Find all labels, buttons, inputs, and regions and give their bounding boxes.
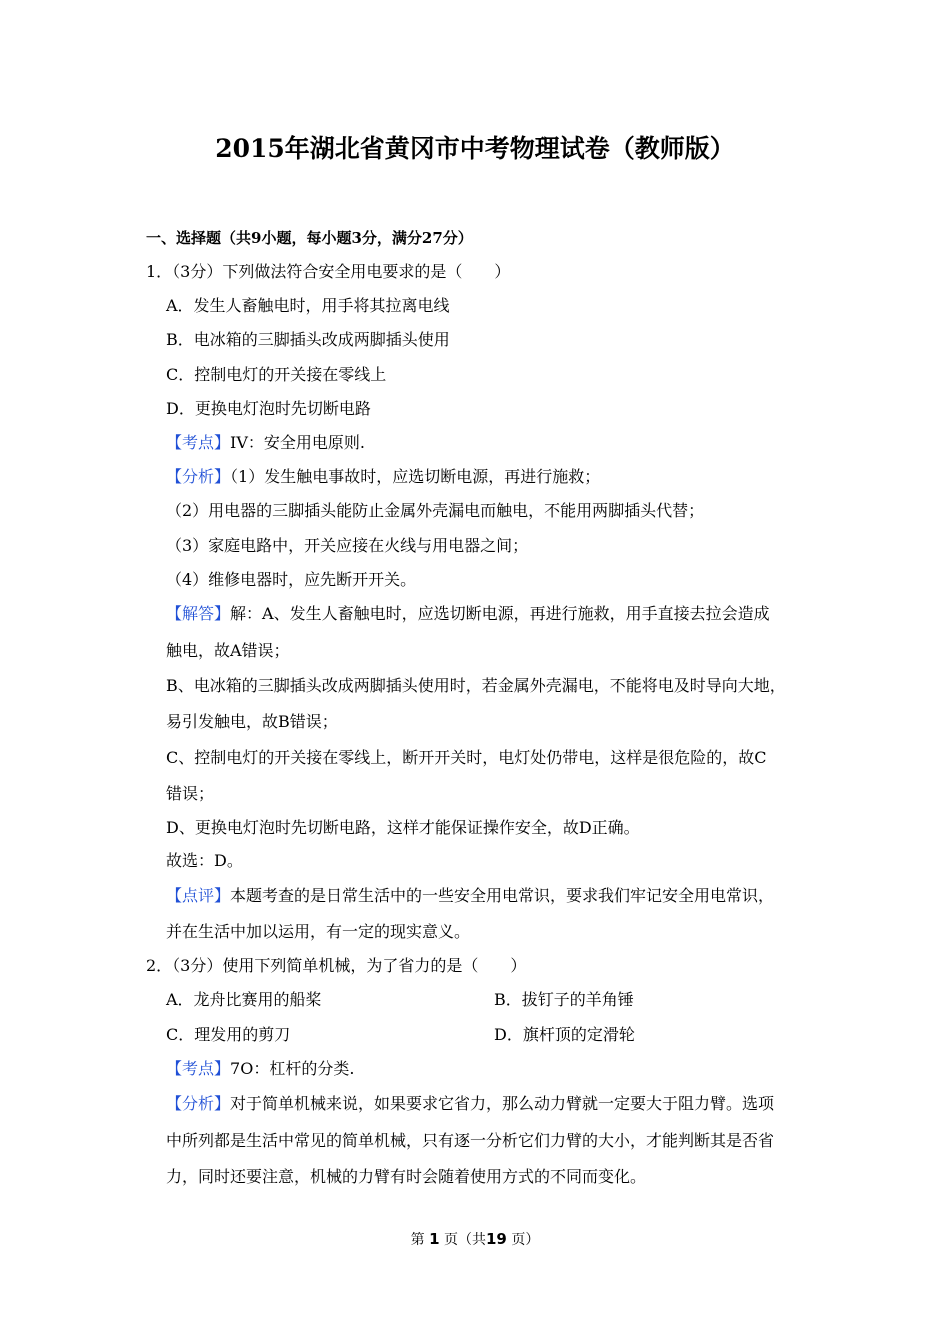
q1-kaodian (166, 433, 365, 453)
kaodian-tag: 【考点】 (166, 1059, 231, 1078)
q1-option-b: B．电冰箱的三脚插头改成两脚插头使用 (166, 330, 450, 349)
fenxi-line: （3）家庭电路中，开关应接在火线与用电器之间； (166, 536, 529, 555)
q2-kaodian (166, 1059, 354, 1079)
q2-option-d: D．旗杆顶的定滑轮 (494, 1025, 635, 1044)
question-2-stem: 2．（3分）使用下列简单机械，为了省力的是（ ） (146, 956, 527, 975)
q2-option-a: A．龙舟比赛用的船桨 (166, 990, 322, 1009)
jieda-line: D、更换电灯泡时先切断电路，这样才能保证操作安全，故D正确。 (166, 818, 640, 837)
q1-jieda (166, 604, 770, 624)
fenxi-tag: 【分析】 (166, 1094, 231, 1113)
q1-fenxi (166, 467, 600, 487)
footer-mid: 页（共 (444, 1232, 486, 1248)
q1-option-a: A．发生人畜触电时，用手将其拉离电线 (166, 296, 450, 315)
jieda-line: 故选：D。 (166, 851, 243, 870)
fenxi-line: 力，同时还要注意，机械的力臂有时会随着使用方式的不同而变化。 (166, 1167, 647, 1186)
footer-page-number: 1 (429, 1230, 440, 1248)
kaodian-tag: 【考点】 (166, 433, 231, 452)
jieda-line: 触电，故A错误； (166, 641, 290, 660)
jieda-line: 解：A、发生人畜触电时，应选切断电源，再进行施救，用手直接去拉会造成 (230, 604, 770, 623)
q1-option-c: C．控制电灯的开关接在零线上 (166, 365, 387, 384)
fenxi-line: 中所列都是生活中常见的简单机械，只有逐一分析它们力臂的大小，才能判断其是否省 (166, 1131, 775, 1150)
jieda-tag: 【解答】 (166, 604, 231, 623)
dianping-line: 本题考查的是日常生活中的一些安全用电常识，要求我们牢记安全用电常识， (230, 886, 775, 905)
fenxi-line: （1）发生触电事故时，应选切断电源，再进行施救； (230, 467, 601, 486)
page-title: 2015年湖北省黄冈市中考物理试卷（教师版） (215, 134, 735, 163)
jieda-line: B、电冰箱的三脚插头改成两脚插头使用时，若金属外壳漏电，不能将电及时导向大地， (166, 676, 786, 695)
q2-fenxi (166, 1094, 774, 1114)
footer-suffix: 页） (511, 1232, 540, 1248)
footer-prefix: 第 (410, 1232, 425, 1248)
jieda-line: 错误； (166, 784, 215, 803)
fenxi-line: 对于简单机械来说，如果要求它省力，那么动力臂就一定要大于阻力臂。选项 (230, 1094, 775, 1113)
q1-dianping (166, 886, 774, 906)
fenxi-line: （4）维修电器时，应先断开开关。 (166, 570, 417, 589)
q2-option-c: C．理发用的剪刀 (166, 1025, 291, 1044)
dianping-line: 并在生活中加以运用，有一定的现实意义。 (166, 922, 471, 941)
q2-option-b: B．拔钉子的羊角锤 (494, 990, 634, 1009)
fenxi-line: （2）用电器的三脚插头能防止金属外壳漏电而触电，不能用两脚插头代替； (166, 501, 705, 520)
footer-total-pages: 19 (486, 1230, 507, 1248)
section-heading: 一、选择题（共9小题，每小题3分，满分27分） (146, 229, 473, 247)
dianping-tag: 【点评】 (166, 886, 231, 905)
kaodian-text: IV：安全用电原则. (230, 433, 365, 452)
q1-option-d: D．更换电灯泡时先切断电路 (166, 399, 371, 418)
jieda-line: 易引发触电，故B错误； (166, 712, 338, 731)
fenxi-tag: 【分析】 (166, 467, 231, 486)
kaodian-text: 7O：杠杆的分类. (230, 1059, 355, 1078)
page-footer (0, 1229, 950, 1250)
jieda-line: C、控制电灯的开关接在零线上，断开开关时，电灯处仍带电，这样是很危险的，故C (166, 748, 767, 767)
question-1-stem: 1．（3分）下列做法符合安全用电要求的是（ ） (146, 262, 511, 281)
